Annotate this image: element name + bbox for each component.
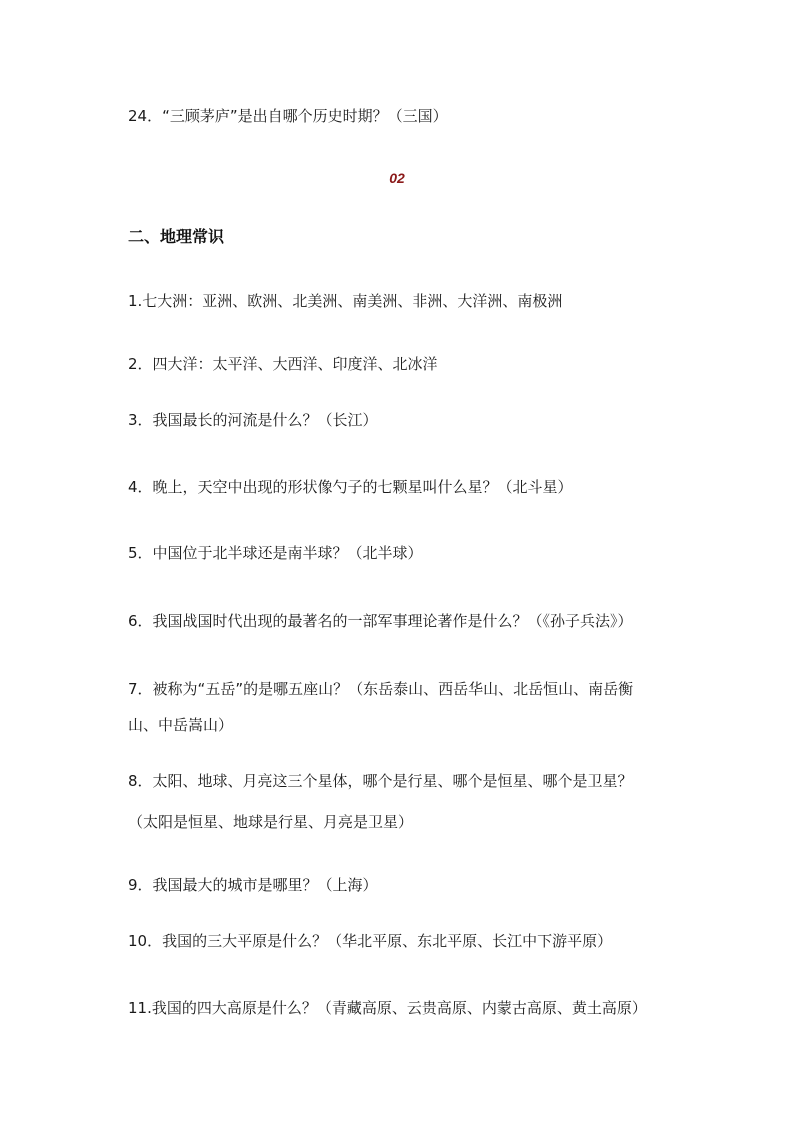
list-item: 1.七大洲：亚洲、欧洲、北美洲、南美洲、非洲、大洋洲、南极洲: [128, 292, 563, 310]
list-item: 7．被称为“五岳”的是哪五座山？（东岳泰山、西岳华山、北岳恒山、南岳衡: [128, 680, 634, 698]
section-heading: 二、地理常识: [128, 227, 225, 246]
list-item: 9．我国最大的城市是哪里？（上海）: [128, 876, 378, 894]
list-item-continuation: （太阳是恒星、地球是行星、月亮是卫星）: [128, 813, 414, 831]
list-item: 4．晚上，天空中出现的形状像勺子的七颗星叫什么星？（北斗星）: [128, 478, 573, 496]
section-number: 02: [389, 170, 405, 186]
list-item: 10．我国的三大平原是什么？（华北平原、东北平原、长江中下游平原）: [128, 932, 613, 950]
list-item: 5．中国位于北半球还是南半球？（北半球）: [128, 544, 423, 562]
list-item: 8．太阳、地球、月亮这三个星体，哪个是行星、哪个是恒星、哪个是卫星？: [128, 772, 633, 790]
list-item: 11.我国的四大高原是什么？（青藏高原、云贵高原、内蒙古高原、黄土高原）: [128, 999, 647, 1017]
list-item: 6．我国战国时代出现的最著名的一部军事理论著作是什么？（《孙子兵法》）: [128, 612, 633, 630]
list-item: 2．四大洋：太平洋、大西洋、印度洋、北冰洋: [128, 355, 438, 373]
question-24: 24．“三顾茅庐”是出自哪个历史时期？（三国）: [128, 107, 448, 125]
list-item: 3．我国最长的河流是什么？（长江）: [128, 411, 378, 429]
list-item-continuation: 山、中岳嵩山）: [128, 716, 234, 734]
